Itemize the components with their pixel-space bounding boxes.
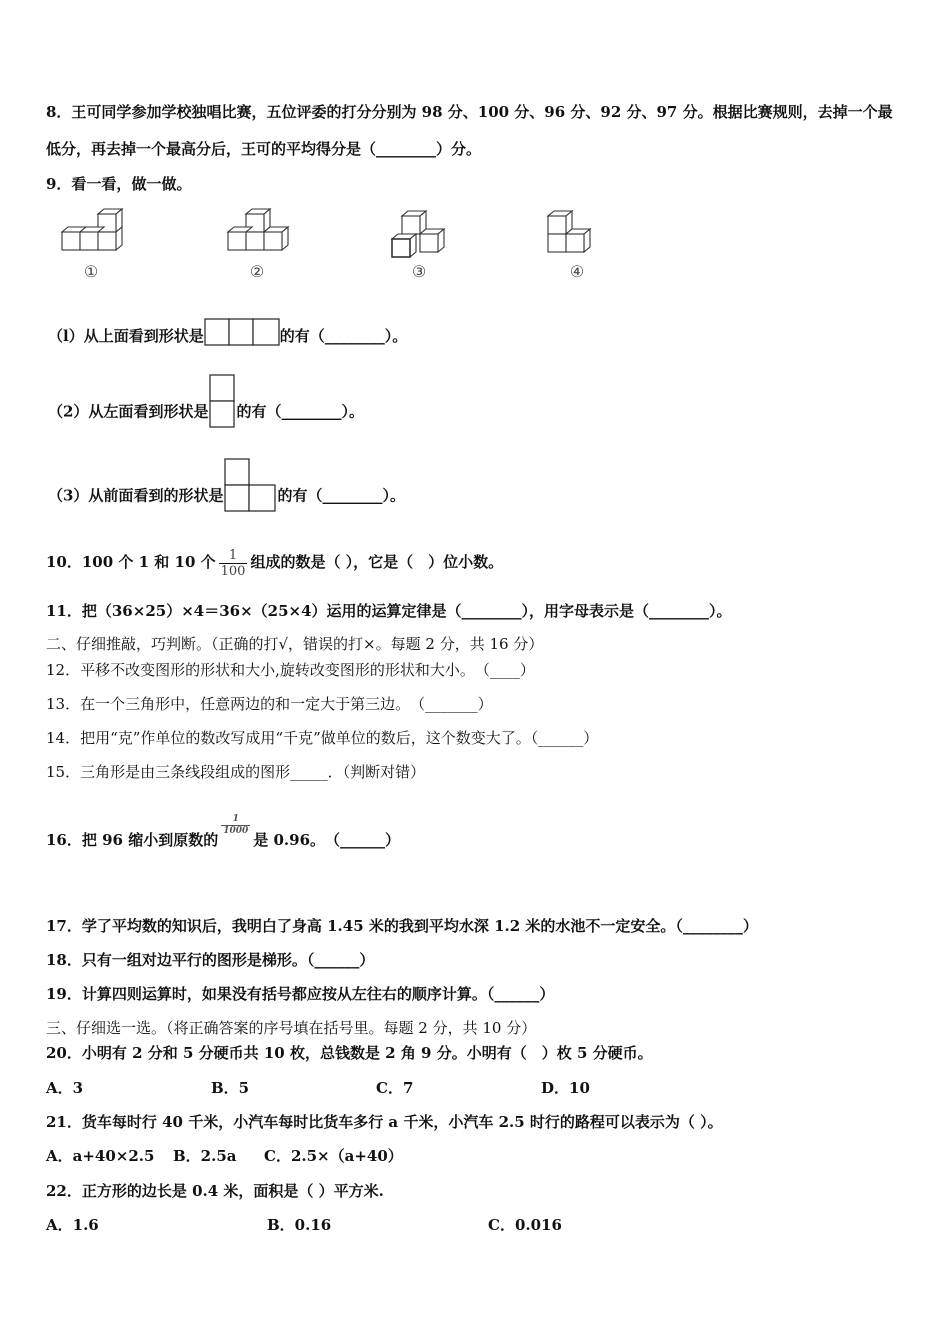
q21-option-a: A．a+40×2.5 [46, 1147, 155, 1165]
section-2-heading: 二、仔细推敲，巧判断。（正确的打√，错误的打×。每题 2 分，共 16 分） [46, 635, 544, 653]
q16-post: 是 0.96。 （______） [253, 831, 401, 849]
cube-figures [50, 208, 610, 290]
cube-figure-3-drawing [382, 208, 456, 262]
view-three-squares [204, 318, 280, 356]
section-3-heading: 三、仔细选一选。（将正确答案的序号填在括号里。每题 2 分，共 10 分） [46, 1019, 537, 1037]
q9-sub3 [48, 458, 405, 535]
q8-line1: 8．王可同学参加学校独唱比赛，五位评委的打分分别为 98 分、100 分、96 分、92 分、97 分。根据比赛规则，去掉一个最 [46, 103, 893, 121]
figure-label-1: ① [83, 262, 99, 281]
q10 [46, 540, 503, 584]
q16-frac-den: 1000 [223, 825, 249, 836]
q9-stem: 9．看一看，做一做。 [46, 175, 192, 193]
cube-figure-2-drawing [220, 208, 294, 262]
q20-stem: 20．小明有 2 分和 5 分硬币共 10 枚，总钱数是 2 角 9 分。小明有（ ）枚 5 分硬币。 [46, 1044, 653, 1062]
q9-sub1-post: 的有（________）。 [279, 327, 408, 345]
figure-label-3: ③ [411, 262, 427, 281]
q9-sub1-pre: （l）从上面看到形状是 [48, 327, 204, 345]
q15: 15．三角形是由三条线段组成的图形_____．（判断对错） [46, 763, 426, 781]
q20-option-c: C．7 [376, 1079, 414, 1097]
figure-label-2: ② [249, 262, 265, 281]
q17: 17．学了平均数的知识后，我明白了身高 1.45 米的我到平均水深 1.2 米的水池不一定安全。（________） [46, 917, 758, 935]
q14: 14．把用“克”作单位的数改写成用“千克”做单位的数后，这个数变大了。（______） [46, 729, 599, 747]
q20-option-d: D．10 [541, 1079, 590, 1097]
q21-option-c: C．2.5×（a+40） [264, 1147, 403, 1165]
q19: 19．计算四则运算时，如果没有括号都应按从左往右的顺序计算。（______） [46, 985, 555, 1003]
q20-option-a: A．3 [46, 1079, 84, 1097]
q13: 13．在一个三角形中，任意两边的和一定大于第三边。 （_______） [46, 695, 493, 713]
q16-frac-num: 1 [221, 814, 250, 826]
q9-sub2-pre: （2）从左面看到形状是 [48, 402, 209, 421]
q22-option-a: A．1.6 [46, 1216, 99, 1234]
q22-option-c: C．0.016 [488, 1216, 562, 1234]
q21-options [46, 1146, 403, 1166]
q10-frac-den: 100 [220, 563, 246, 579]
q10-pre: 10．100 个 1 和 10 个 [46, 553, 216, 571]
q9-sub3-pre: （3）从前面看到的形状是 [48, 486, 224, 505]
q11: 11．把（36×25）×4＝36×（25×4）运用的运算定律是（________），用字母表示是（________）。 [46, 602, 732, 620]
q10-frac-num: 1 [219, 548, 248, 564]
q22-option-b: B．0.16 [267, 1216, 332, 1234]
q10-post: 组成的数是（ ），它是（ ）位小数。 [250, 553, 504, 571]
q18: 18．只有一组对边平行的图形是梯形。（______） [46, 951, 375, 969]
q16-pre: 16．把 96 缩小到原数的 [46, 831, 219, 849]
cube-figure-1 [54, 208, 128, 281]
cube-figure-4 [540, 208, 614, 281]
q9-sub1 [48, 318, 407, 356]
q9-sub2 [48, 374, 364, 451]
q12: 12．平移不改变图形的形状和大小,旋转改变图形的形状和大小。 （____） [46, 661, 535, 679]
cube-figure-4-drawing [540, 208, 614, 262]
q8-line2: 低分，再去掉一个最高分后，王可的平均得分是（________）分。 [46, 140, 482, 158]
q20-options [46, 1078, 590, 1098]
q9-sub3-post: 的有（________）。 [277, 486, 405, 505]
view-two-stacked-squares [208, 374, 236, 451]
view-l-shape [223, 458, 277, 535]
q10-fraction [219, 548, 248, 579]
cube-figure-1-drawing [54, 208, 128, 262]
q21-option-b: B．2.5a [173, 1147, 237, 1165]
q16-fraction [221, 814, 250, 837]
cube-figure-3 [382, 208, 456, 281]
q16 [46, 813, 401, 862]
cube-figure-2 [220, 208, 294, 281]
q9-sub2-post: 的有（________）。 [236, 402, 364, 421]
figure-label-4: ④ [569, 262, 585, 281]
q22-options [46, 1215, 562, 1235]
q21-stem: 21．货车每时行 40 千米，小汽车每时比货车多行 a 千米，小汽车 2.5 时行的路程可以表示为（ ）。 [46, 1113, 723, 1131]
q22-stem: 22．正方形的边长是 0.4 米，面积是（ ）平方米. [46, 1182, 384, 1200]
q20-option-b: B．5 [211, 1079, 250, 1097]
